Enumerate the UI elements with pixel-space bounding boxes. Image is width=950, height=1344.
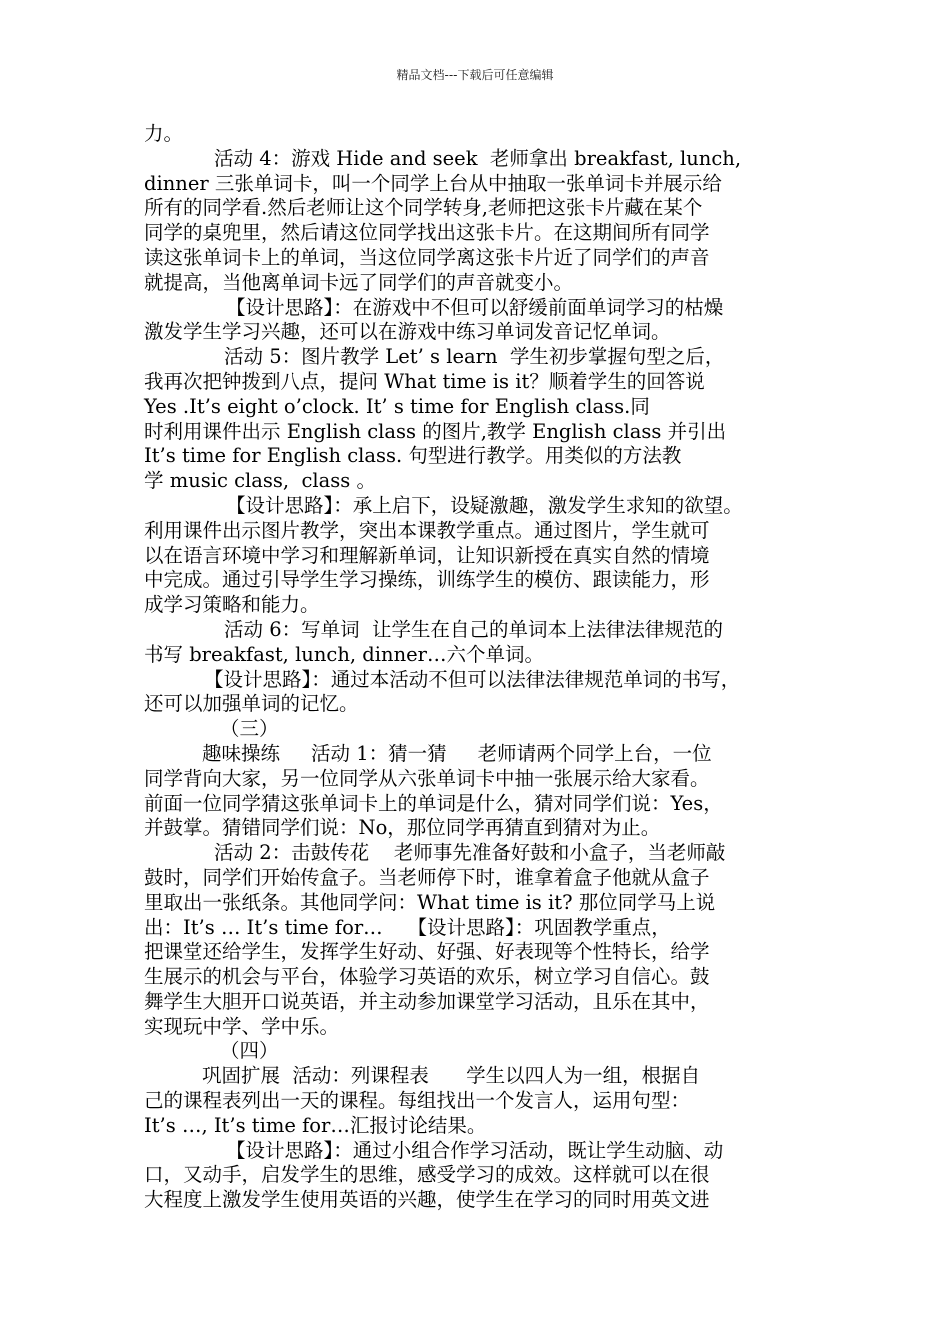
- text-line: 还可以加强单词的记忆。: [144, 692, 359, 716]
- text-line: 鼓时，同学们开始传盒子。当老师停下时，谁拿着盒子他就从盒子: [144, 865, 710, 889]
- text-line: 【设计思路】：承上启下，设疑激趣，激发学生求知的欲望。: [226, 493, 743, 517]
- text-line: 实现玩中学、学中乐。: [144, 1014, 340, 1038]
- text-line: 学 music class, class 。: [144, 469, 377, 493]
- text-line: 把课堂还给学生，发挥学生好动、好强、好表现等个性特长，给学: [144, 940, 710, 964]
- text-line: 力。: [144, 122, 184, 145]
- text-line: 里取出一张纸条。其他同学问：What time is it? 那位同学马上说: [144, 890, 716, 914]
- text-line: 我再次把钟拨到八点，提问 What time is it？顺着学生的回答说: [144, 369, 705, 393]
- text-line: 【设计思路】：通过小组合作学习活动，既让学生动脑、动: [226, 1138, 724, 1162]
- text-line: 利用课件出示图片教学，突出本课教学重点。通过图片，学生就可: [144, 518, 710, 542]
- text-line: 大程度上激发学生使用英语的兴趣，使学生在学习的同时用英文进: [144, 1188, 710, 1212]
- text-line: 活动 5：图片教学 Let’ s learn 学生初步掌握句型之后，: [224, 345, 725, 369]
- text-line: 成学习策略和能力。: [144, 593, 320, 617]
- text-line: （三）: [220, 717, 279, 741]
- text-line: 同学背向大家，另一位同学从六张单词卡中抽一张展示给大家看。: [144, 766, 710, 790]
- text-line: 前面一位同学猜这张单词卡上的单词是什么，猜对同学们说：Yes，: [144, 791, 723, 815]
- text-line: 趣味操练 活动 1：猜一猜 老师请两个同学上台，一位: [202, 741, 712, 765]
- text-line: 以在语言环境中学习和理解新单词，让知识新授在真实自然的情境: [144, 543, 710, 567]
- text-line: It’s time for English class. 句型进行教学。用类似的方法教: [144, 444, 682, 468]
- text-line: 时利用课件出示 English class 的图片,教学 English class 并引出: [144, 419, 727, 443]
- text-line: 己的课程表列出一天的课程。每组找出一个发言人，运用句型：: [144, 1089, 691, 1113]
- text-line: 所有的同学看.然后老师让这个同学转身,老师把这张卡片藏在某个: [144, 196, 703, 220]
- text-line: 【设计思路】：通过本活动不但可以法律法律规范单词的书写，: [204, 667, 741, 691]
- document-body: [144, 122, 822, 1213]
- text-line: 活动 4：游戏 Hide and seek 老师拿出 breakfast, lunch,: [214, 146, 742, 170]
- text-line: 【设计思路】：在游戏中不但可以舒缓前面单词学习的枯燥: [226, 295, 724, 319]
- text-line: 生展示的机会与平台，体验学习英语的欢乐，树立学习自信心。鼓: [144, 965, 710, 989]
- text-line: 活动 2：击鼓传花 老师事先准备好鼓和小盒子，当老师敲: [214, 841, 726, 865]
- text-line: 激发学生学习兴趣，还可以在游戏中练习单词发音记忆单词。: [144, 320, 671, 344]
- page-header: 精品文档---下载后可任意编辑: [396, 68, 554, 82]
- text-line: dinner 三张单词卡，叫一个同学上台从中抽取一张单词卡并展示给: [144, 171, 722, 195]
- text-line: 口，又动手，启发学生的思维，感受学习的成效。这样就可以在很: [144, 1163, 710, 1187]
- text-line: 中完成。通过引导学生学习操练，训练学生的模仿、跟读能力，形: [144, 568, 710, 592]
- text-line: 活动 6：写单词 让学生在自己的单词本上法律法律规范的: [224, 617, 724, 641]
- text-line: Yes .It’s eight o’clock. It’ s time for English class.同: [144, 394, 650, 418]
- text-line: It’s …, It’s time for…汇报讨论结果。: [144, 1113, 487, 1137]
- text-line: 读这张单词卡上的单词，当这位同学离这张卡片近了同学们的声音: [144, 245, 710, 269]
- text-line: 同学的桌兜里，然后请这位同学找出这张卡片。在这期间所有同学: [144, 221, 710, 245]
- text-line: 并鼓掌。猜错同学们说：No，那位同学再猜直到猜对为止。: [144, 816, 661, 840]
- text-line: （四）: [220, 1039, 279, 1063]
- text-line: 就提高，当他离单词卡远了同学们的声音就变小。: [144, 270, 574, 294]
- text-line: 巩固扩展 活动：列课程表 学生以四人为一组，根据自: [202, 1064, 701, 1088]
- text-line: 舞学生大胆开口说英语，并主动参加课堂学习活动，且乐在其中，: [144, 989, 710, 1013]
- text-line: 出：It’s … It’s time for… 【设计思路】：巩固教学重点，: [144, 915, 671, 939]
- text-line: 书写 breakfast, lunch, dinner…六个单词。: [144, 642, 544, 666]
